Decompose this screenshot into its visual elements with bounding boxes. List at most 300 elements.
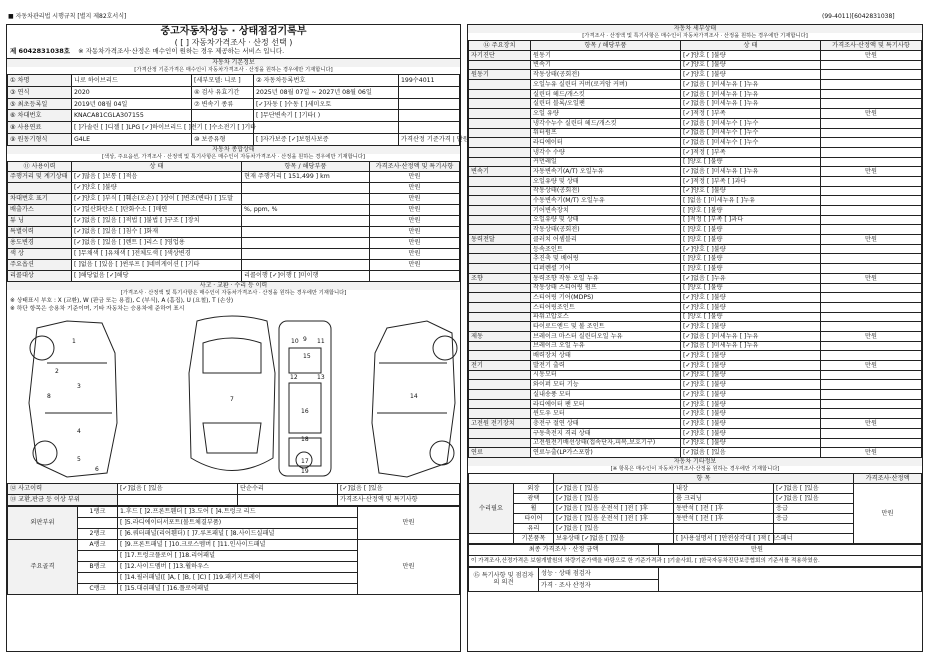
detail-cell: 오일유량 및 상태	[531, 215, 681, 225]
detail-column-header: ⑭ 주요장치	[469, 41, 531, 51]
detail-cell: 전기	[469, 361, 531, 371]
status-cell	[242, 249, 370, 260]
general-status-table	[7, 161, 460, 282]
detail-cell	[469, 370, 531, 380]
status-cell: 만원	[370, 260, 460, 271]
detail-cell: [✓]양호 [ ]불량	[681, 428, 821, 438]
detail-cell: [✓]양호 [ ]불량	[681, 186, 821, 196]
detail-cell: 만원	[821, 331, 922, 341]
status-cell: [✓]일산화탄소 [ ]탄화수소 [ ]매연	[72, 205, 242, 216]
status-cell	[242, 183, 370, 194]
rank-parts: [ ]17.트렁크플로어 [ ]18.리어패널	[118, 551, 358, 562]
detail-cell: 오일 유량	[531, 109, 681, 119]
repair-cell: 광택	[514, 493, 554, 503]
doc-number: 제 6042831038호	[10, 47, 71, 55]
detail-cell	[469, 254, 531, 264]
final-price-unit: 만원	[751, 546, 763, 554]
detail-cell	[469, 428, 531, 438]
basic-info-cell	[399, 98, 460, 110]
detail-row	[469, 167, 922, 177]
detail-cell: 작동상태(공회전)	[531, 186, 681, 196]
repair-cell: 응급	[774, 503, 854, 513]
status-cell: 배출가스	[8, 205, 72, 216]
detail-row	[469, 225, 922, 235]
diagram-number-15: 15	[303, 353, 311, 360]
status-cell: [ ]해당없음 [✓]해당	[72, 271, 242, 282]
detail-cell: 만원	[821, 167, 922, 177]
accident-table	[7, 483, 460, 506]
detail-cell: 연료누출(LP가스포함)	[531, 448, 681, 458]
detail-cell: 제동	[469, 331, 531, 341]
status-column-header: ⑪ 사용이력	[8, 162, 72, 172]
form-reference-text: 자동차관리법 시행규칙 [별지 제82호서식]	[15, 13, 127, 20]
basic-info-cell: ④ 검사 유효기간	[192, 86, 254, 98]
repair-needed-label: 수리필요	[469, 483, 514, 533]
status-cell: 만원	[370, 238, 460, 249]
detail-row	[469, 80, 922, 90]
detail-cell: [✓]양호 [ ]불량	[681, 380, 821, 390]
detail-cell: 변속기	[469, 167, 531, 177]
rank-parts: [ ]6.쿼터패널(리어휀더) [ ]7.루프패널 [ ]8.사이드실패널	[118, 529, 358, 540]
detail-cell	[821, 157, 922, 167]
detail-cell: 수동변속기(M/T) 오일누유	[531, 196, 681, 206]
detail-row	[469, 322, 922, 332]
detail-row	[469, 206, 922, 216]
diagram-number-5: 5	[77, 456, 81, 463]
rank-parts: [ ]12.사이드멤버 [ ]13.휠하우스	[118, 562, 358, 573]
detail-cell	[469, 322, 531, 332]
repair-price: 만원	[854, 483, 922, 543]
basic-info-cell	[192, 110, 254, 122]
detail-cell: [✓]양호 [ ]불량	[681, 244, 821, 254]
status-row	[8, 271, 460, 282]
detail-cell: [✓]양호 [ ]불량	[681, 322, 821, 332]
basic-info-cell	[399, 86, 460, 98]
detail-cell	[821, 390, 922, 400]
detail-cell	[469, 215, 531, 225]
diagram-number-7: 7	[230, 396, 234, 403]
detail-cell	[821, 80, 922, 90]
basic-info-row	[8, 110, 460, 122]
final-price-label: 최종 가격조사 · 산정 금액	[469, 544, 659, 555]
detail-cell: [✓]양호 [ ]불량	[681, 409, 821, 419]
detail-cell: [ ]없음 [ ]미세누유 [ ]누유	[681, 196, 821, 206]
detail-cell	[469, 390, 531, 400]
rank-price: 만원	[358, 507, 460, 540]
basic-info-cell: G4LE	[72, 134, 192, 146]
repair-cell: 외장	[514, 483, 554, 493]
status-cell: [ ]없음 [ ]있음 [ ]썬루프 [ ]네비게이션 [ ]기타	[72, 260, 242, 271]
doc-id: (99-4011)[6042831038]	[822, 13, 895, 20]
detail-cell: 고전원전기배선상태(접속단자,피복,보호기구)	[531, 438, 681, 448]
repair-cell: [✓]없음 [ ]있음 운전석 [ ]전 [ ]후	[554, 503, 674, 513]
accident-cell: [✓]없음 [ ]있음	[338, 484, 460, 495]
diagram-number-10: 10	[291, 338, 299, 345]
accident-cell: 가격조사·산정액 및 특기사항	[338, 495, 460, 506]
detail-cell	[469, 80, 531, 90]
detail-cell	[469, 244, 531, 254]
diagram-number-1: 1	[72, 338, 76, 345]
rank-parts: [ ]5.라디에이터서포트(볼트체결부품)	[118, 518, 358, 529]
accident-cell: ⑫ 사고이력	[8, 484, 118, 495]
status-row	[8, 227, 460, 238]
status-cell: 만원	[370, 194, 460, 205]
status-row	[8, 172, 460, 183]
law-text: 이 가격조사,산정가격은 보험개발원의 차량기준가액을 바탕으로 한 기준가격과 [ ]기술사회, [ ]한국자동차진단보증협회의 기준서를 적용하였음.	[469, 555, 922, 566]
detail-cell: [✓]양호 [ ]불량	[681, 390, 821, 400]
detail-cell	[469, 302, 531, 312]
basic-info-cell: [✓]자동 [ ]수동 [ ]세미오토	[254, 98, 399, 110]
detail-cell: 와이퍼 모터 기능	[531, 380, 681, 390]
detail-cell	[821, 89, 922, 99]
detail-cell: 워터펌프	[531, 128, 681, 138]
repair-cell: 보유상태 [✓]없음 [ ]있음	[554, 533, 674, 543]
accident-cell: 단순수리	[238, 484, 338, 495]
rank-label: 1랭크	[78, 507, 118, 518]
status-cell: [✓]많음 [ ]보통 [ ]적음	[72, 172, 242, 183]
detail-cell: [✓]없음 [ ]미세누유 [ ]누유	[681, 80, 821, 90]
detail-cell	[821, 206, 922, 216]
detail-row	[469, 341, 922, 351]
detail-cell: 만원	[821, 109, 922, 119]
detail-row	[469, 138, 922, 148]
detail-cell: [ ]양호 [ ]불량	[681, 312, 821, 322]
basic-info-cell: 가격산정 기준가격 | 만원	[399, 134, 460, 146]
detail-row	[469, 293, 922, 303]
rank-label: A랭크	[78, 540, 118, 551]
general-status-note: [색상, 주요옵션, 가격조사 · 산정액 및 특기사항은 매수인이 자동차가격조사 · 산정을 원하는 경우에만 기재합니다]	[101, 154, 365, 160]
diagram-number-4: 4	[77, 428, 81, 435]
status-row	[8, 205, 460, 216]
detail-cell: 발전기 출력	[531, 361, 681, 371]
detail-cell: [✓]없음 [ ]누유	[681, 273, 821, 283]
detail-column-header: 상 태	[681, 41, 821, 51]
repair-cell: 기본품목	[514, 533, 554, 543]
detail-cell: 커먼레일	[531, 157, 681, 167]
car-damage-diagram	[7, 313, 460, 483]
diagram-number-3: 3	[77, 383, 81, 390]
detail-cell	[469, 264, 531, 274]
repair-cell: [✓]없음 [ ]있음	[554, 523, 674, 533]
detail-cell: 냉각수 수량	[531, 147, 681, 157]
status-row	[8, 183, 460, 194]
status-row	[8, 238, 460, 249]
signature-area	[659, 567, 922, 591]
detail-cell: 조향	[469, 273, 531, 283]
pricer-label: 가격 · 조사 산정자	[539, 579, 659, 591]
detail-row	[469, 438, 922, 448]
detail-cell	[469, 409, 531, 419]
detail-row	[469, 109, 922, 119]
detail-cell: [✓]양호 [ ]불량	[681, 293, 821, 303]
detail-cell: 기어변속장치	[531, 206, 681, 216]
basic-info-cell: ⑥ 차대번호	[8, 110, 72, 122]
legend-text-2: ※ 하단 항목은 승용차 기준이며, 기타 자동차는 승용차에 준하여 표시	[10, 306, 185, 312]
accident-note: [가격조사 · 산정액 및 특기사항은 매수인이 자동차가격조사 · 산정을 원하는 경우에만 기재합니다]	[120, 290, 347, 296]
detail-cell	[821, 176, 922, 186]
notes-label: ⑮ 특기사항 및 점검자의 의견	[469, 567, 539, 591]
detail-cell: 자기진단	[469, 51, 531, 61]
detail-cell: [✓]없음 [ ]미세누유 [ ]누유	[681, 99, 821, 109]
diagram-number-16: 16	[301, 408, 309, 415]
detail-cell: 작동상태(공회전)	[531, 225, 681, 235]
detail-cell: [ ]양호 [ ]불량	[681, 283, 821, 293]
status-cell: 만원	[370, 249, 460, 260]
detail-cell	[469, 293, 531, 303]
basic-info-note: [가격산정 기준가격은 매수인이 자동차가격조사 · 산정을 원하는 경우에만 기재합니다]	[134, 67, 333, 73]
detail-note: [가격조사 · 산정액 및 특기사항은 매수인이 자동차가격조사 · 산정을 원하는 경우에만 기재합니다]	[582, 33, 808, 39]
detail-heading: 자동차 세부상태	[468, 25, 922, 33]
status-cell: 색 상	[8, 249, 72, 260]
status-cell: 만원	[370, 172, 460, 183]
repair-table	[468, 473, 922, 544]
repair-cell: [✓]없음 [ ]있음	[774, 493, 854, 503]
diagram-number-14: 14	[410, 393, 418, 400]
detail-column-header: 항목 / 해당부품	[531, 41, 681, 51]
detail-cell: 오일유량 및 상태	[531, 176, 681, 186]
basic-info-cell: ② 자동차등록번호	[254, 75, 399, 87]
basic-info-table	[7, 74, 469, 146]
detail-cell: [✓]양호 [ ]불량	[681, 302, 821, 312]
status-column-header: 상 태	[72, 162, 242, 172]
form-reference	[8, 14, 126, 21]
page-title: 중고자동차성능 · 상태점검기록부	[160, 26, 307, 37]
basic-info-row	[8, 75, 460, 87]
main-frame-label: 주요골격	[8, 540, 78, 595]
right-page	[467, 24, 923, 652]
detail-cell	[821, 254, 922, 264]
detail-cell	[821, 60, 922, 70]
accident-cell	[238, 495, 338, 506]
detail-cell: 원동기	[469, 70, 531, 80]
detail-cell: 라디에이터 팬 모터	[531, 399, 681, 409]
detail-row	[469, 118, 922, 128]
rank-label	[78, 551, 118, 562]
detail-cell	[821, 70, 922, 80]
detail-cell: 오일누유 실린더 커버(로커암 커버)	[531, 80, 681, 90]
detail-row	[469, 283, 922, 293]
detail-cell	[469, 157, 531, 167]
status-cell: [ ]무채색 [ ]유채색 [ ]전체도색 [ ]색상변경	[72, 249, 242, 260]
detail-column-header: 가격조사·산정액 및 특기사항	[821, 41, 922, 51]
accident-cell: [✓]없음 [ ]있음	[118, 484, 238, 495]
detail-cell: 윈도우 모터	[531, 409, 681, 419]
accident-row	[8, 495, 460, 506]
detail-cell: 브레이크 마스터 실린더오일 누유	[531, 331, 681, 341]
repair-cell: [✓]없음 [ ]있음 운전석 [ ]전 [ ]후	[554, 513, 674, 523]
basic-info-cell: ⑧ 사용연료	[8, 122, 72, 134]
status-cell: 만원	[370, 205, 460, 216]
detail-row	[469, 244, 922, 254]
status-column-header: 가격조사·산정액 및 특기사항	[370, 162, 460, 172]
detail-cell: [✓]양호 [ ]불량	[681, 419, 821, 429]
detail-cell: 배력장치 상태	[531, 351, 681, 361]
detail-row	[469, 128, 922, 138]
detail-cell: [ ]양호 [ ]불량	[681, 157, 821, 167]
square-icon: ■	[8, 13, 14, 20]
accident-row	[8, 484, 460, 495]
diagram-number-18: 18	[301, 436, 309, 443]
detail-cell: 작동상태 스티어링 펌프	[531, 283, 681, 293]
detail-cell	[821, 322, 922, 332]
rank-parts: [ ]9.프론트패널 [ ]10.크로스멤버 [ ]11.인사이드패널	[118, 540, 358, 551]
outer-panel-label: 외판부위	[8, 507, 78, 540]
detail-cell	[469, 109, 531, 119]
detail-cell	[821, 225, 922, 235]
status-cell	[242, 238, 370, 249]
detail-row	[469, 351, 922, 361]
diagram-number-13: 13	[317, 374, 325, 381]
rank-price: 만원	[358, 540, 460, 595]
basic-info-cell: 2025년 08월 07일 ~ 2027년 08월 06일	[254, 86, 399, 98]
detail-cell: 만원	[821, 448, 922, 458]
detail-cell	[469, 438, 531, 448]
repair-header-row	[469, 473, 922, 483]
repair-blank	[469, 533, 514, 543]
detail-cell: [ ]양호 [ ]불량	[681, 264, 821, 274]
detail-row	[469, 147, 922, 157]
detail-cell: 등속조인트	[531, 244, 681, 254]
detail-cell	[821, 351, 922, 361]
repair-col-price: 가격조사·산정액	[854, 473, 922, 483]
repair-cell: 동반석 [ ]전 [ ]후	[674, 513, 774, 523]
repair-cell: 내장	[674, 483, 774, 493]
detail-cell	[469, 118, 531, 128]
detail-cell: [✓]양호 [ ]불량	[681, 60, 821, 70]
detail-cell: 충전구 절연 상태	[531, 419, 681, 429]
detail-cell	[821, 283, 922, 293]
detail-cell: 실내송풍 모터	[531, 390, 681, 400]
detail-cell	[821, 128, 922, 138]
detail-cell: 만원	[821, 51, 922, 61]
detail-cell	[821, 428, 922, 438]
repair-cell: 룸 크리닝	[674, 493, 774, 503]
detail-cell	[469, 186, 531, 196]
detail-cell: 스티어링조인트	[531, 302, 681, 312]
detail-cell: [✓]없음 [ ]미세누유 [ ]누유	[681, 341, 821, 351]
detail-cell: [✓]양호 [ ]불량	[681, 351, 821, 361]
detail-cell: [✓]적정 [ ]부족	[681, 147, 821, 157]
detail-cell: 스티어링 기어(MDPS)	[531, 293, 681, 303]
status-row	[8, 260, 460, 271]
basic-info-cell: KNACA81CGLA307155	[72, 110, 192, 122]
rank-table	[7, 506, 460, 595]
repair-note: [※ 항목은 매수인이 자동차가격조사·산정을 원하는 경우에만 기재합니다]	[610, 465, 780, 472]
repair-heading: 자동차 기타정보	[468, 458, 922, 466]
repair-cell: 유리	[514, 523, 554, 533]
detail-cell: 연료	[469, 448, 531, 458]
repair-col-item: 항 목	[554, 473, 854, 483]
car-top-view	[189, 316, 275, 471]
basic-info-cell: [ ]가솔린 [ ]디젤 [ ]LPG [✓]하이브리드 [ ]전기 [ ]수소전기 [ ]기타	[72, 122, 192, 134]
detail-cell	[469, 341, 531, 351]
status-cell: 리콜이행 [✓]이행 [ ]미이행	[242, 271, 370, 282]
status-cell: [✓]양호 [ ]불량	[72, 183, 242, 194]
basic-info-cell: 니로 하이브리드	[72, 75, 192, 87]
detail-cell: 냉각수누수 실린더 헤드/개스킷	[531, 118, 681, 128]
status-cell	[242, 227, 370, 238]
status-cell: 만원	[370, 183, 460, 194]
status-row	[8, 249, 460, 260]
detail-cell: [✓]적정 [ ]부족	[681, 109, 821, 119]
detail-cell	[821, 312, 922, 322]
detail-cell	[821, 264, 922, 274]
detail-cell: 동력조향 작동 오일 누유	[531, 273, 681, 283]
detail-cell	[469, 283, 531, 293]
detail-cell	[821, 99, 922, 109]
status-row	[8, 194, 460, 205]
basic-info-cell: 2019년 08월 04일	[72, 98, 192, 110]
repair-cell	[674, 523, 774, 533]
status-cell: [✓]없음 [ ]있음 [ ]렌트 [ ]리스 [ ]영업용	[72, 238, 242, 249]
detail-cell: 작동상태(공회전)	[531, 70, 681, 80]
rank-label	[78, 573, 118, 584]
detail-cell: 고전원 전기장치	[469, 419, 531, 429]
detail-cell	[469, 60, 531, 70]
accident-cell: ⑬ 교환,판금 등 이상 부위	[8, 495, 118, 506]
detail-cell	[469, 176, 531, 186]
status-column-header: 항목 / 해당부품	[242, 162, 370, 172]
basic-info-cell: 2020	[72, 86, 192, 98]
detail-row	[469, 302, 922, 312]
basic-info-cell: ⑦ 변속기 종류	[192, 98, 254, 110]
status-cell	[370, 271, 460, 282]
accident-cell	[118, 495, 238, 506]
detail-cell	[821, 147, 922, 157]
detail-cell: 라디에이터	[531, 138, 681, 148]
detail-cell: [ ]적정 [ ]부족 [ ]과다	[681, 215, 821, 225]
detail-cell	[469, 99, 531, 109]
detail-cell: [✓]양호 [ ]불량	[681, 70, 821, 80]
repair-row	[469, 483, 922, 493]
detail-cell	[821, 380, 922, 390]
legend-text: ※ 상태표시 부호 : X (교환), W (판금 또는 용접), C (부식), A (흠집), U (요철), T (손상)	[10, 298, 234, 304]
detail-cell	[821, 118, 922, 128]
detail-cell	[821, 399, 922, 409]
status-cell: 특별이력	[8, 227, 72, 238]
detail-cell	[821, 438, 922, 448]
opinion-table	[468, 567, 922, 592]
rank-row	[8, 540, 460, 551]
basic-info-heading: 자동차 기본정보	[7, 58, 460, 67]
detail-cell	[821, 186, 922, 196]
status-cell: %, ppm, %	[242, 205, 370, 216]
final-price-cell	[659, 544, 922, 555]
basic-info-row	[8, 134, 460, 146]
detail-cell	[821, 138, 922, 148]
detail-cell	[469, 312, 531, 322]
detail-cell: 타이로드엔드 및 볼 조인트	[531, 322, 681, 332]
left-page	[6, 24, 469, 652]
status-cell	[242, 260, 370, 271]
detail-cell: 만원	[821, 273, 922, 283]
page-subtitle: ( [ ] 자동차가격조사 · 산정 선택 )	[174, 38, 293, 47]
detail-cell: [✓]양호 [ ]불량	[681, 51, 821, 61]
detail-row	[469, 380, 922, 390]
status-cell: [✓]없음 [ ]있음 [ ]적법 [ ]불법 [ ]구조 [ ]장치	[72, 216, 242, 227]
repair-cell: 응급	[774, 513, 854, 523]
detail-cell: [ ]양호 [ ]불량	[681, 225, 821, 235]
status-cell: 현재 주행거리 [ 151,499 ] km	[242, 172, 370, 183]
detail-cell	[821, 409, 922, 419]
rank-label: 2랭크	[78, 529, 118, 540]
detail-cell	[469, 225, 531, 235]
detail-row	[469, 235, 922, 245]
status-row	[8, 216, 460, 227]
detail-cell	[821, 244, 922, 254]
general-status-heading: 자동차 종합상태	[7, 146, 460, 154]
detail-row	[469, 264, 922, 274]
